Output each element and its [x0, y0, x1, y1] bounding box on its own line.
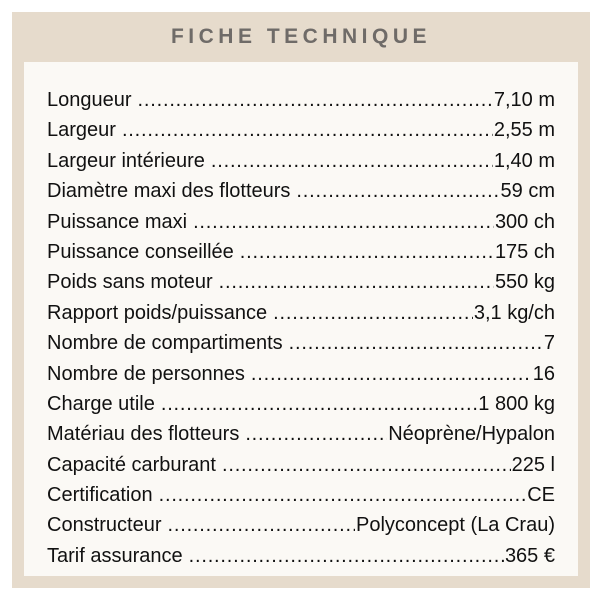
spec-value: 365 € — [504, 544, 555, 567]
dot-leader — [159, 484, 527, 507]
dot-leader — [222, 454, 511, 477]
spec-label: Nombre de personnes — [47, 362, 245, 385]
spec-value: 59 cm — [500, 180, 555, 203]
spec-label: Constructeur — [47, 514, 162, 537]
spec-row-puissance-maxi — [47, 211, 555, 241]
spec-label: Certification — [47, 484, 153, 507]
spec-label: Largeur — [47, 119, 116, 142]
spec-value: Néoprène/Hypalon — [388, 423, 555, 446]
spec-row-puissance-conseillee — [47, 241, 555, 271]
spec-list — [24, 62, 578, 576]
spec-label: Diamètre maxi des flotteurs — [47, 180, 291, 203]
dot-leader — [240, 241, 494, 264]
spec-label: Puissance maxi — [47, 210, 188, 233]
dot-leader — [289, 332, 543, 355]
spec-sheet-card — [12, 12, 590, 588]
spec-value: 2,55 m — [493, 119, 555, 142]
spec-value: 225 l — [511, 453, 555, 476]
spec-value: 1,40 m — [493, 149, 555, 172]
spec-label: Matériau des flotteurs — [47, 423, 240, 446]
spec-label: Capacité carburant — [47, 453, 216, 476]
spec-label: Rapport poids/puissance — [47, 301, 268, 324]
spec-row-constructeur — [47, 514, 555, 544]
dot-leader — [193, 211, 494, 234]
spec-value: 550 kg — [494, 271, 555, 294]
spec-value: 300 ch — [494, 210, 555, 233]
spec-row-rapport-poids-puissance — [47, 302, 555, 332]
dot-leader — [251, 363, 532, 386]
spec-sheet-header — [12, 12, 590, 62]
spec-value: 1 800 kg — [478, 392, 555, 415]
dot-leader — [189, 545, 504, 568]
spec-row-materiau-flotteurs — [47, 423, 555, 453]
spec-value: 7,10 m — [493, 89, 555, 111]
spec-label: Largeur intérieure — [47, 149, 205, 172]
spec-row-capacite-carburant — [47, 454, 555, 484]
spec-row-diametre-flotteurs — [47, 180, 555, 210]
spec-row-personnes — [47, 363, 555, 393]
spec-label: Charge utile — [47, 392, 155, 415]
dot-leader — [138, 89, 493, 112]
dot-leader — [122, 119, 493, 142]
spec-label: Poids sans moteur — [47, 271, 213, 294]
spec-value: 7 — [543, 332, 555, 355]
spec-row-compartiments — [47, 332, 555, 362]
dot-leader — [273, 302, 473, 325]
spec-sheet-title: FICHE TECHNIQUE — [170, 25, 431, 48]
spec-row-largeur — [47, 119, 555, 149]
spec-value: CE — [527, 484, 555, 507]
dot-leader — [296, 180, 499, 203]
spec-value: 3,1 kg/ch — [473, 301, 555, 324]
spec-value: 175 ch — [494, 240, 555, 263]
spec-row-tarif-assurance — [47, 545, 555, 575]
spec-label: Longueur — [47, 89, 132, 111]
spec-label: Tarif assurance — [47, 544, 183, 567]
dot-leader — [245, 423, 387, 446]
dot-leader — [219, 271, 494, 294]
dot-leader — [161, 393, 477, 416]
spec-row-poids — [47, 271, 555, 301]
spec-row-charge-utile — [47, 393, 555, 423]
spec-row-certification — [47, 484, 555, 514]
spec-label: Puissance conseillée — [47, 240, 234, 263]
spec-row-longueur — [47, 89, 555, 119]
spec-row-largeur-interieure — [47, 150, 555, 180]
spec-value: 16 — [532, 362, 555, 385]
spec-value: Polyconcept (La Crau) — [356, 514, 555, 537]
dot-leader — [211, 150, 493, 173]
dot-leader — [168, 514, 356, 537]
spec-label: Nombre de compartiments — [47, 332, 283, 355]
